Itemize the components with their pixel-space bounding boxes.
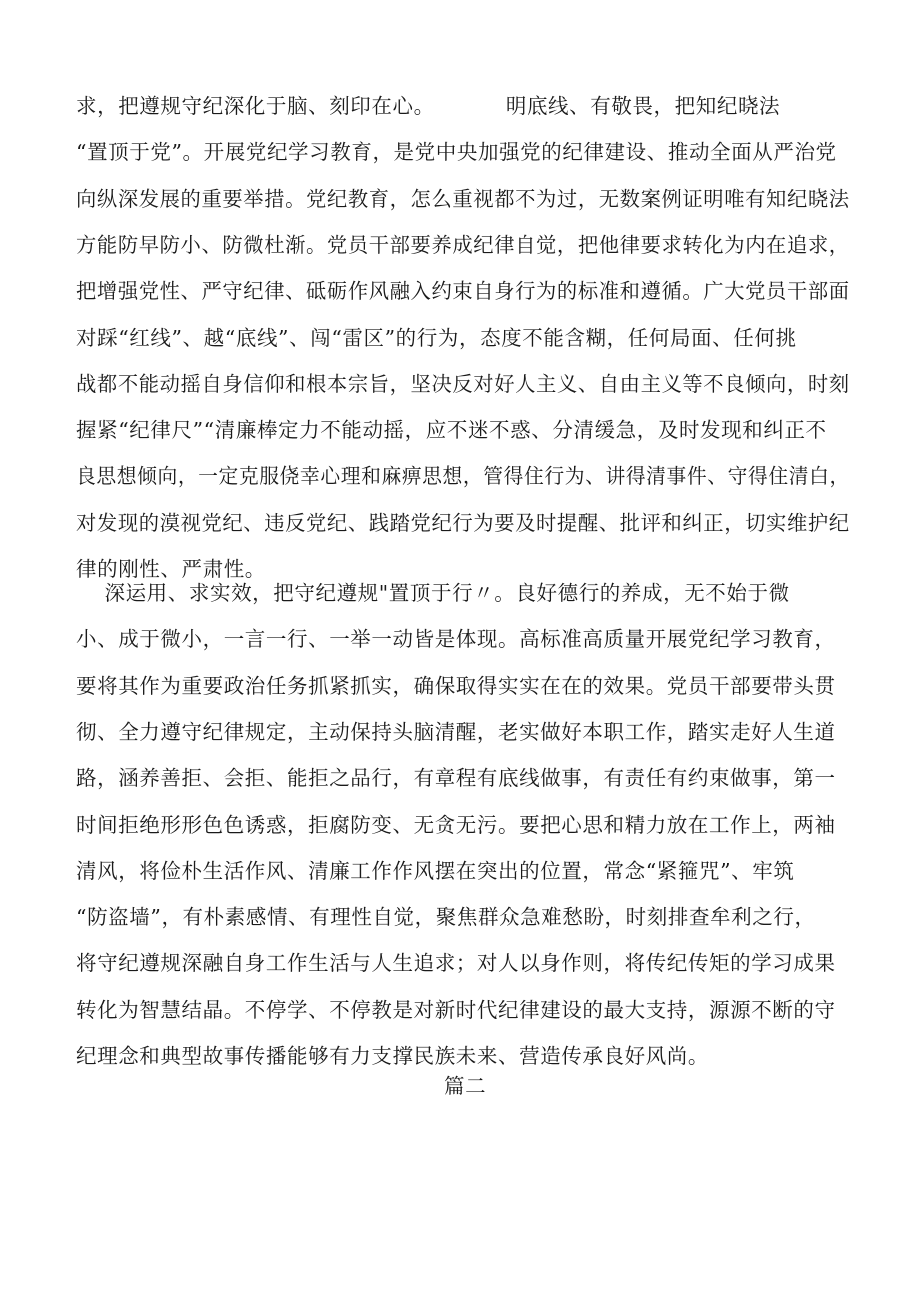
text-line: 转化为智慧结晶。不停学、不停教是对新时代纪律建设的最大支持，源源不断的守 (76, 997, 836, 1022)
text-line: 向纵深发展的重要举措。党纪教育，怎么重视都不为过，无数案例证明唯有知纪晓法 (76, 186, 850, 211)
text-line: 小、成于微小，一言一行、一举一动皆是体现。高标准高质量开展党纪学习教育， (76, 627, 836, 652)
text-line: 握紧“纪律尺”“清廉棒定力不能动摇，应不迷不惑、分清缓急，及时发现和纠正不 (76, 418, 827, 443)
text-line: 把增强党性、严守纪律、砥砺作风融入约束自身行为的标准和遵循。广大党员干部面 (76, 279, 850, 304)
text-line: 对踩“红线”、越“底线”、闯“雷区”的行为，态度不能含糊，任何局面、任何挑 (76, 325, 797, 350)
text-line: 求，把遵规守纪深化于脑、刻印在心。 明底线、有敬畏，把知纪晓法 (76, 94, 781, 118)
text-line: 清风，将俭朴生活作风、清廉工作作风摆在突出的位置，常念“紧箍咒”、牢筑 (76, 858, 795, 883)
text-line: 深运用、求实效，把守纪遵规"置顶于行〃。良好德行的养成，无不始于微 (76, 581, 790, 605)
text-line: “置顶于党”。开展党纪学习教育，是党中央加强党的纪律建设、推动全面从严治党 (76, 140, 837, 165)
text-line: “防盗墙”，有朴素感情、有理性自觉，聚焦群众急难愁盼，时刻排查牟利之行， (76, 905, 816, 930)
section-heading: 篇二 (444, 1074, 487, 1098)
text-line: 对发现的漠视党纪、违反党纪、践踏党纪行为要及时提醒、批评和纠正，切实维护纪 (76, 510, 850, 535)
text-line: 彻、全力遵守纪律规定，主动保持头脑清醒，老实做好本职工作，踏实走好人生道 (76, 719, 836, 744)
text-line: 战都不能动摇自身信仰和根本宗旨，坚决反对好人主义、自由主义等不良倾向，时刻 (76, 371, 850, 396)
text-line: 时间拒绝形形色色诱惑，拒腐防变、无贪无污。要把心思和精力放在工作上，两袖 (76, 812, 836, 837)
text-line: 将守纪遵规深融自身工作生活与人生追求；对人以身作则，将传纪传矩的学习成果 (76, 951, 836, 976)
text-line: 路，涵养善拒、会拒、能拒之品行，有章程有底线做事，有责任有约束做事，第一 (76, 766, 836, 791)
text-line: 方能防早防小、防微杜渐。党员干部要养成纪律自觉，把他律要求转化为内在追求， (76, 232, 850, 257)
text-line: 要将其作为重要政治任务抓紧抓实，确保取得实实在在的效果。党员干部要带头贯 (76, 673, 836, 698)
text-line: 纪理念和典型故事传播能够有力支撑民族未来、营造传承良好风尚。 (76, 1044, 709, 1068)
text-line: 良思想倾向，一定克服侥幸心理和麻痹思想，管得住行为、讲得清事件、守得住清白， (76, 464, 850, 489)
text-line: 律的刚性、严肃性。 (76, 557, 266, 581)
